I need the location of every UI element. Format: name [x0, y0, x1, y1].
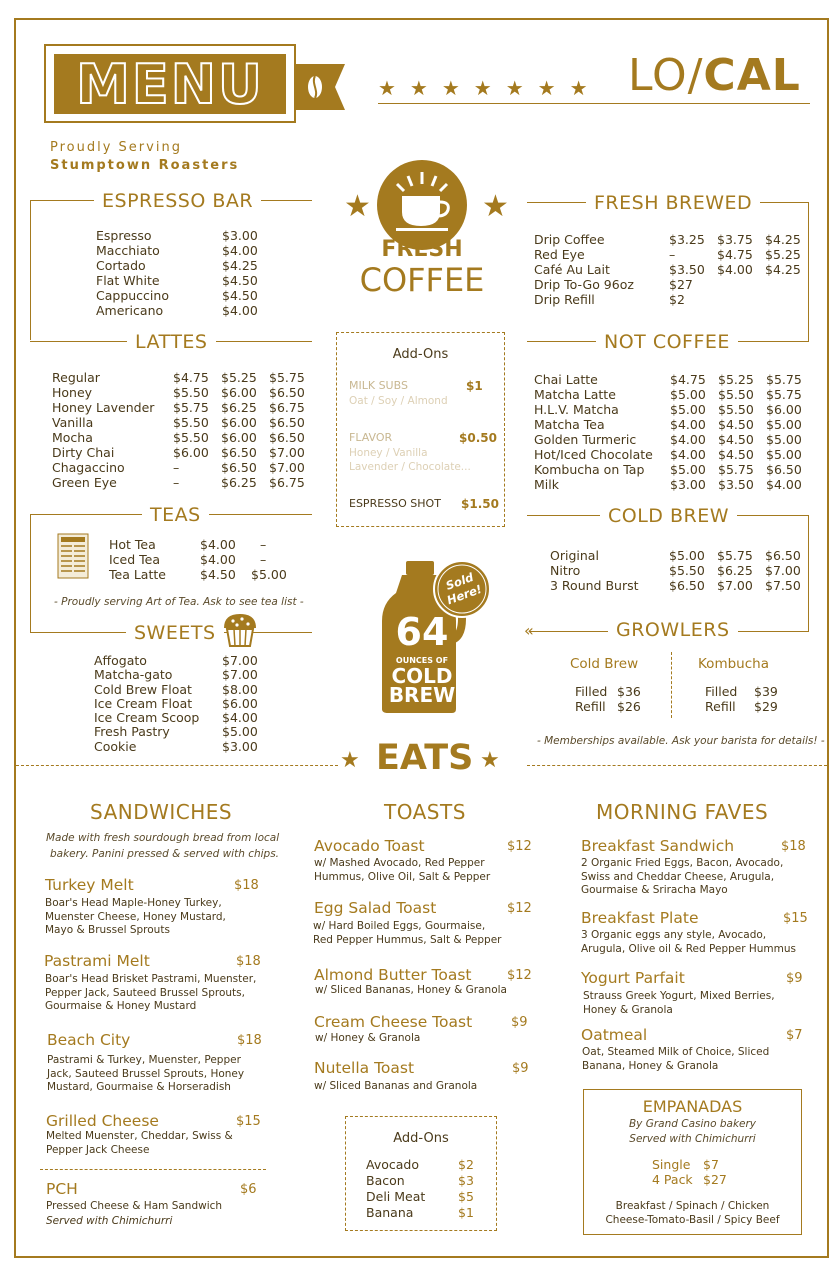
- list-item: Chai Latte $4.75 $5.25 $5.75: [534, 372, 802, 387]
- badge-coffee: COFFEE: [359, 261, 485, 299]
- list-item: Refill $29: [705, 699, 778, 714]
- section-title-sandwiches: SANDWICHES: [90, 800, 233, 824]
- list-item: Honey Lavender $5.75 $6.25 $6.75: [52, 400, 305, 415]
- list-item: Drip To-Go 96oz $27: [534, 277, 693, 292]
- section-title-not-coffee: NOT COFFEE: [596, 331, 738, 353]
- grilled-cheese-price: $15: [236, 1114, 261, 1129]
- header-divider: [378, 103, 810, 104]
- egg-salad-toast-desc: w/ Hard Boiled Eggs, Gourmaise, Red Pepper Hummus, Salt & Pepper: [313, 920, 502, 946]
- arrow-left-icon: «: [524, 621, 534, 640]
- breakfast-sandwich-price: $18: [781, 839, 806, 854]
- fresh-brewed-list: [534, 232, 813, 307]
- list-item: Refill $26: [575, 699, 641, 714]
- list-item: Milk $3.00 $3.50 $4.00: [534, 477, 802, 492]
- growler-brew-label: BREW: [388, 683, 456, 707]
- svg-text:★: ★: [344, 189, 371, 224]
- sold-here-badge: Sold Here!: [443, 569, 484, 608]
- not-coffee-list: [534, 372, 814, 492]
- muffin-icon: [220, 612, 260, 648]
- nutella-toast-title: Nutella Toast: [314, 1059, 415, 1077]
- empanadas-box: [583, 1089, 802, 1235]
- list-item: Cappuccino $4.50: [96, 288, 258, 303]
- addons-title: Add-Ons: [392, 347, 449, 362]
- pch-served: Served with Chimichurri: [46, 1215, 173, 1227]
- pastrami-melt-desc: Boar's Head Brisket Pastrami, Muenster, Pepper Jack, Sauteed Brussel Sprouts, Gourmaise & Honey Mustard: [45, 973, 257, 1012]
- growler-cold-brew-prices: [575, 684, 665, 714]
- list-item: Mocha $5.50 $6.00 $6.50: [52, 430, 305, 445]
- turkey-melt-price: $18: [234, 878, 259, 893]
- list-item: Honey $5.50 $6.00 $6.50: [52, 385, 305, 400]
- egg-salad-toast-title: Egg Salad Toast: [314, 899, 437, 917]
- section-title-lattes: LATTES: [127, 331, 216, 353]
- pastrami-melt-price: $18: [236, 954, 261, 969]
- coffee-bean-flag-icon: [295, 64, 345, 110]
- list-item: Banana $1: [366, 1205, 474, 1220]
- flavor-options: Honey / Vanilla: [349, 447, 428, 459]
- header-stars: ★★★★★★★: [378, 76, 602, 100]
- growler-kombucha-prices: [705, 684, 802, 714]
- section-title-morning-faves: MORNING FAVES: [596, 800, 769, 824]
- list-item: Ice Cream Float $6.00: [94, 695, 258, 711]
- pch-price: $6: [240, 1182, 257, 1197]
- tea-list-icon: [57, 533, 89, 579]
- eats-divider-right: [527, 765, 827, 766]
- oatmeal-price: $7: [786, 1028, 803, 1043]
- list-item: Green Eye – $6.25 $6.75: [52, 475, 305, 490]
- pch-desc: Pressed Cheese & Ham Sandwich: [46, 1200, 223, 1212]
- growler-ounces-number: 64: [395, 610, 449, 654]
- list-item: 4 Pack $27: [652, 1172, 727, 1187]
- avocado-toast-title: Avocado Toast: [314, 837, 425, 855]
- badge-fresh: FRESH: [381, 237, 463, 262]
- espresso-shot-price: $1.50: [461, 497, 499, 511]
- empanadas-prices: [652, 1157, 751, 1187]
- brand-logo: LO/CAL: [628, 50, 801, 101]
- star-icon: ★: [340, 748, 360, 773]
- list-item: Kombucha on Tap $5.00 $5.75 $6.50: [534, 462, 802, 477]
- empanadas-bakery: By Grand Casino bakery: [628, 1118, 757, 1130]
- list-item: Iced Tea $4.00 –: [109, 552, 267, 567]
- nutella-toast-price: $9: [512, 1061, 529, 1076]
- beach-city-price: $18: [237, 1033, 262, 1048]
- beach-city-desc: Pastrami & Turkey, Muenster, Pepper Jack, Sauteed Brussel Sprouts, Honey Mustard, Gourmaise & Horseradish: [47, 1054, 245, 1093]
- almond-butter-toast-title: Almond Butter Toast: [314, 966, 472, 984]
- tagline-roaster: Stumptown Roasters: [50, 158, 240, 173]
- breakfast-plate-title: Breakfast Plate: [581, 909, 699, 927]
- flavor-label: FLAVOR: [349, 431, 393, 444]
- almond-butter-toast-price: $12: [507, 968, 532, 983]
- list-item: Cookie $3.00: [94, 738, 258, 754]
- turkey-melt-desc: Boar's Head Maple-Honey Turkey, Muenster Cheese, Honey Mustard, Mayo & Brussel Sprouts: [45, 897, 226, 936]
- cream-cheese-toast-price: $9: [511, 1015, 528, 1030]
- list-item: Red Eye – $4.75 $5.25: [534, 247, 801, 262]
- list-item: Ice Cream Scoop $4.00: [94, 710, 258, 726]
- cream-cheese-toast-desc: w/ Honey & Granola: [315, 1032, 421, 1044]
- list-item: Drip Coffee $3.25 $3.75 $4.25: [534, 232, 801, 247]
- drink-addons-box: [336, 332, 505, 527]
- section-title-growlers: GROWLERS: [608, 619, 738, 641]
- sandwiches-intro-1: Made with fresh sourdough bread from local: [46, 832, 280, 844]
- yogurt-parfait-title: Yogurt Parfait: [581, 969, 685, 987]
- empanadas-flavors-1: Breakfast / Spinach / Chicken: [615, 1200, 770, 1212]
- list-item: Affogato $7.00: [94, 653, 258, 668]
- list-item: Tea Latte $4.50 $5.00: [109, 567, 287, 582]
- growler-kombucha-title: Kombucha: [698, 656, 769, 672]
- list-item: Cortado $4.25: [96, 258, 258, 273]
- breakfast-sandwich-desc: 2 Organic Fried Eggs, Bacon, Avocado, Swiss and Cheddar Cheese, Arugula, Gourmaise & Sriracha Mayo: [581, 857, 784, 896]
- growler-ounces-label: OUNCES OF: [395, 656, 449, 665]
- section-title-espresso: ESPRESSO BAR: [94, 190, 261, 212]
- turkey-melt-title: Turkey Melt: [45, 876, 134, 894]
- star-icon: ★: [480, 748, 500, 773]
- sweets-list: [94, 654, 270, 754]
- list-item: Hot/Iced Chocolate $4.00 $4.50 $5.00: [534, 447, 802, 462]
- list-item: Matcha Tea $4.00 $4.50 $5.00: [534, 417, 802, 432]
- empanadas-served: Served with Chimichurri: [629, 1133, 756, 1145]
- list-item: Fresh Pastry $5.00: [94, 724, 258, 740]
- nutella-toast-desc: w/ Sliced Bananas and Granola: [314, 1080, 478, 1092]
- milk-subs-label: MILK SUBS: [349, 379, 408, 392]
- list-item: Deli Meat $5: [366, 1189, 474, 1204]
- oatmeal-desc: Oat, Steamed Milk of Choice, Sliced Banana, Honey & Granola: [582, 1046, 770, 1072]
- espresso-shot-label: ESPRESSO SHOT: [349, 497, 441, 510]
- list-item: Macchiato $4.00: [96, 243, 258, 258]
- growler-cold-brew-title: Cold Brew: [570, 656, 639, 672]
- avocado-toast-desc: w/ Mashed Avocado, Red Pepper Hummus, Olive Oil, Salt & Pepper: [314, 857, 491, 883]
- list-item: Filled $39: [705, 684, 778, 699]
- eats-title: EATS: [376, 738, 474, 778]
- breakfast-sandwich-title: Breakfast Sandwich: [581, 837, 735, 855]
- toast-addons-list: [366, 1157, 506, 1221]
- teas-note: - Proudly serving Art of Tea. Ask to see tea list -: [54, 596, 304, 608]
- section-title-teas: TEAS: [142, 504, 209, 526]
- list-item: Matcha-gato $7.00: [94, 667, 258, 683]
- list-item: Vanilla $5.50 $6.00 $6.50: [52, 415, 305, 430]
- list-item: 3 Round Burst $6.50 $7.00 $7.50: [550, 578, 801, 593]
- breakfast-plate-desc: 3 Organic eggs any style, Avocado, Arugula, Olive oil & Red Pepper Hummus: [581, 929, 797, 955]
- eats-divider-left: [16, 765, 338, 766]
- list-item: Hot Tea $4.00 –: [109, 537, 267, 552]
- flavor-options-2: Lavender / Chocolate...: [349, 461, 471, 473]
- cold-brew-list: [550, 548, 813, 593]
- toast-addons-title: Add-Ons: [393, 1131, 449, 1146]
- pch-divider: [40, 1169, 266, 1170]
- list-item: Cold Brew Float $8.00: [94, 681, 258, 697]
- teas-list: [109, 537, 308, 582]
- teas-vrule: [30, 514, 31, 632]
- cream-cheese-toast-title: Cream Cheese Toast: [314, 1013, 473, 1031]
- list-item: Matcha Latte $5.00 $5.50 $5.75: [534, 387, 802, 402]
- list-item: Nitro $5.50 $6.25 $7.00: [550, 563, 801, 578]
- list-item: Regular $4.75 $5.25 $5.75: [52, 370, 305, 385]
- pastrami-melt-title: Pastrami Melt: [44, 952, 150, 970]
- grilled-cheese-desc: Melted Muenster, Cheddar, Swiss & Pepper Jack Cheese: [46, 1130, 233, 1156]
- list-item: Golden Turmeric $4.00 $4.50 $5.00: [534, 432, 802, 447]
- grilled-cheese-title: Grilled Cheese: [46, 1112, 159, 1130]
- list-item: Espresso $3.00: [96, 228, 258, 243]
- growler-cold-label: COLD: [391, 664, 453, 688]
- section-title-fresh-brewed: FRESH BREWED: [586, 192, 760, 214]
- memberships-note: - Memberships available. Ask your barista for details! -: [537, 735, 825, 747]
- almond-butter-toast-desc: w/ Sliced Bananas, Honey & Granola: [315, 984, 507, 996]
- list-item: Chagaccino – $6.50 $7.00: [52, 460, 305, 475]
- flavor-price: $0.50: [459, 431, 497, 445]
- egg-salad-toast-price: $12: [507, 901, 532, 916]
- list-item: Avocado $2: [366, 1157, 474, 1172]
- list-item: Bacon $3: [366, 1173, 474, 1188]
- list-item: Filled $36: [575, 684, 641, 699]
- pch-title: PCH: [46, 1180, 78, 1198]
- svg-text:★: ★: [482, 189, 509, 224]
- lattes-list: [52, 370, 317, 490]
- list-item: Americano $4.00: [96, 303, 258, 318]
- milk-subs-options: Oat / Soy / Almond: [349, 395, 448, 407]
- list-item: Original $5.00 $5.75 $6.50: [550, 548, 801, 563]
- yogurt-parfait-price: $9: [786, 971, 803, 986]
- tagline: Proudly Serving: [50, 140, 182, 155]
- milk-subs-price: $1: [466, 379, 483, 393]
- empanadas-title: EMPANADAS: [642, 1097, 743, 1116]
- menu-logo: [44, 44, 296, 123]
- beach-city-title: Beach City: [47, 1031, 131, 1049]
- list-item: Flat White $4.50: [96, 273, 258, 288]
- yogurt-parfait-desc: Strauss Greek Yogurt, Mixed Berries, Honey & Granola: [583, 990, 775, 1016]
- list-item: Café Au Lait $3.50 $4.00 $4.25: [534, 262, 801, 277]
- list-item: Dirty Chai $6.00 $6.50 $7.00: [52, 445, 305, 460]
- section-title-toasts: TOASTS: [384, 800, 466, 824]
- toast-addons-box: [345, 1116, 497, 1231]
- section-title-cold-brew: COLD BREW: [600, 505, 737, 527]
- avocado-toast-price: $12: [507, 839, 532, 854]
- espresso-vrule: [30, 200, 31, 340]
- breakfast-plate-price: $15: [783, 911, 808, 926]
- section-title-sweets: SWEETS: [126, 622, 224, 644]
- list-item: Drip Refill $2: [534, 292, 685, 307]
- empanadas-flavors-2: Cheese-Tomato-Basil / Spicy Beef: [605, 1214, 780, 1226]
- list-item: Single $7: [652, 1157, 719, 1172]
- logo-text: MENU: [76, 52, 264, 116]
- oatmeal-title: Oatmeal: [581, 1026, 648, 1044]
- sandwiches-intro-2: bakery. Panini pressed & served with chips.: [50, 848, 280, 860]
- espresso-list: [96, 228, 270, 318]
- growler-divider: [671, 652, 672, 718]
- list-item: H.L.V. Matcha $5.00 $5.50 $6.00: [534, 402, 802, 417]
